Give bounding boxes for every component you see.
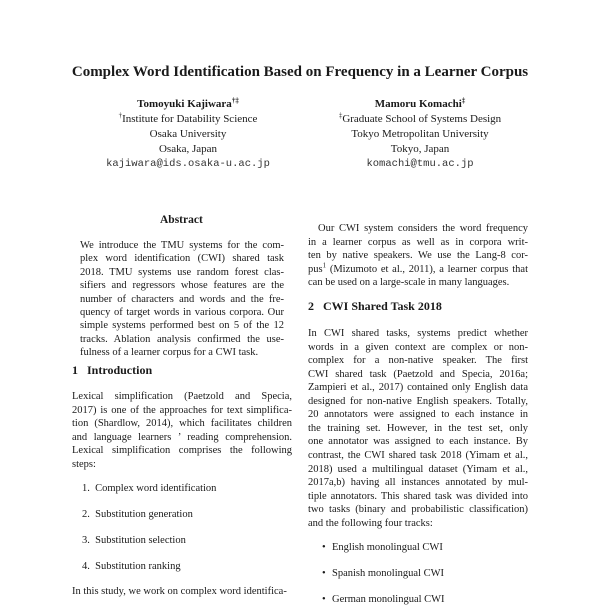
paragraph-line: CWI shared task (Paetzold and Specia, 2016a; (308, 368, 528, 380)
paragraph-line: complex for a non-native speaker. The first (308, 355, 528, 367)
list-item: Spanish monolingual CWI (332, 568, 444, 579)
paragraph-line: designed for non-native English speakers. Totally, (308, 395, 528, 407)
paragraph-line: We introduce the TMU systems for the com- (80, 240, 284, 251)
paragraph-line (308, 263, 528, 276)
paragraph-line: words in a given context are complex or non- (308, 341, 528, 353)
paragraph-line: tracks. Ablation analysis confirmed the use- (80, 333, 284, 345)
paragraph-line: In CWI shared tasks, systems predict whether (308, 328, 528, 339)
author-email[interactable]: kajiwara@ids.osaka-u.ac.jp (106, 158, 270, 170)
bullet-icon: • (322, 542, 326, 553)
paragraph-line: Our CWI system considers the word frequency (318, 223, 528, 234)
author-block-1 (68, 97, 308, 172)
list-item: English monolingual CWI (332, 542, 443, 553)
paper-title: Complex Word Identification Based on Frequency in a Learner Corpus (71, 64, 529, 80)
bullet-icon: • (322, 568, 326, 579)
bullet-icon: • (322, 594, 326, 605)
section-heading-introduction: 1 Introduction (72, 363, 153, 377)
paragraph-line: in a learner corpus as well as in corpora writ- (308, 236, 528, 248)
author-email[interactable]: komachi@tmu.ac.jp (366, 158, 474, 170)
paragraph-line: tion (Shardlow, 2014), which facilitates children (72, 418, 292, 429)
author-location: Tokyo, Japan (390, 143, 450, 155)
paragraph-line: plex word identification (CWI) shared task (80, 253, 284, 265)
paragraph-line: quency of target words in various corpora. Our (80, 307, 284, 318)
paragraph-line: 2017a,b) having all instances annotated by mul- (308, 477, 528, 489)
paragraph-line: simple systems performed best on 5 of the 12 (80, 320, 284, 332)
author-org: Tokyo Metropolitan University (351, 128, 489, 140)
paragraph-line: two tasks (binary and probabilistic classification) (308, 504, 528, 516)
author-affiliation: †Institute for Datability Science (118, 111, 258, 125)
paragraph-line: In this study, we work on complex word identifica- (72, 586, 287, 597)
author-location: Osaka, Japan (158, 143, 218, 155)
word: pus (308, 263, 323, 275)
abstract-heading: Abstract (160, 214, 203, 226)
author-affiliation: ‡Graduate School of Systems Design (338, 111, 502, 125)
author-block-2 (300, 97, 540, 172)
list-item: 2. Substitution generation (82, 509, 193, 520)
paragraph-line: sifiers and regressors whose features are the (80, 280, 284, 292)
list-item: 1. Complex word identification (82, 483, 217, 494)
paragraph-line: Lexical simplification (Paetzold and Specia, (72, 391, 292, 402)
paragraph-line: steps: (72, 458, 96, 470)
paragraph-line: contrast, the CWI shared task 2018 (Yimam et al., (308, 449, 528, 461)
paragraph-line: and the following four tracks: (308, 517, 433, 529)
paragraph-line: fulness of a learner corpus for a CWI task. (80, 347, 259, 359)
author-org: Osaka University (149, 128, 227, 140)
paragraph-line: 2018. TMU systems use random forest clas- (80, 266, 284, 278)
paragraph-line: Zampieri et al., 2017) contained only English data (308, 382, 528, 394)
paragraph-line: Lexical simplification comprises the following (72, 445, 292, 456)
paragraph-line: 20 annotators were assigned to each instance in (308, 409, 528, 421)
author-name: Mamoru Komachi‡ (374, 96, 466, 110)
paragraph-line: and language learners ’ reading comprehension. (72, 431, 292, 443)
list-item: German monolingual CWI (332, 594, 445, 605)
list-item: 4. Substitution ranking (82, 561, 181, 572)
section-heading-cwi-shared-task: 2 CWI Shared Task 2018 (308, 299, 442, 313)
paragraph-line: ten by native speakers. We use the Lang-8 cor- (308, 250, 528, 261)
paragraph-line: one annotator was assigned to each instance. By (308, 436, 528, 448)
paragraph-line: the training set. However, in the test set, only (308, 422, 528, 434)
text: (Mizumoto et al., 2011), a learner corpus that (329, 263, 528, 275)
paragraph-line: tiple annotators. This shared task was divided into (308, 490, 528, 502)
author-name: Tomoyuki Kajiwara†‡ (137, 96, 239, 110)
paragraph-line: 2017) is one of the approaches for text simplifica- (72, 404, 292, 416)
footnote-mark[interactable]: 1 (322, 261, 327, 269)
paragraph-line: can be used on a large-scale in many languages. (308, 277, 510, 288)
paragraph-line: 2018) used a multilingual dataset (Yimam et al., (308, 463, 528, 475)
paragraph-line: number of characters and words and the fre- (80, 293, 284, 305)
list-item: 3. Substitution selection (82, 535, 186, 546)
